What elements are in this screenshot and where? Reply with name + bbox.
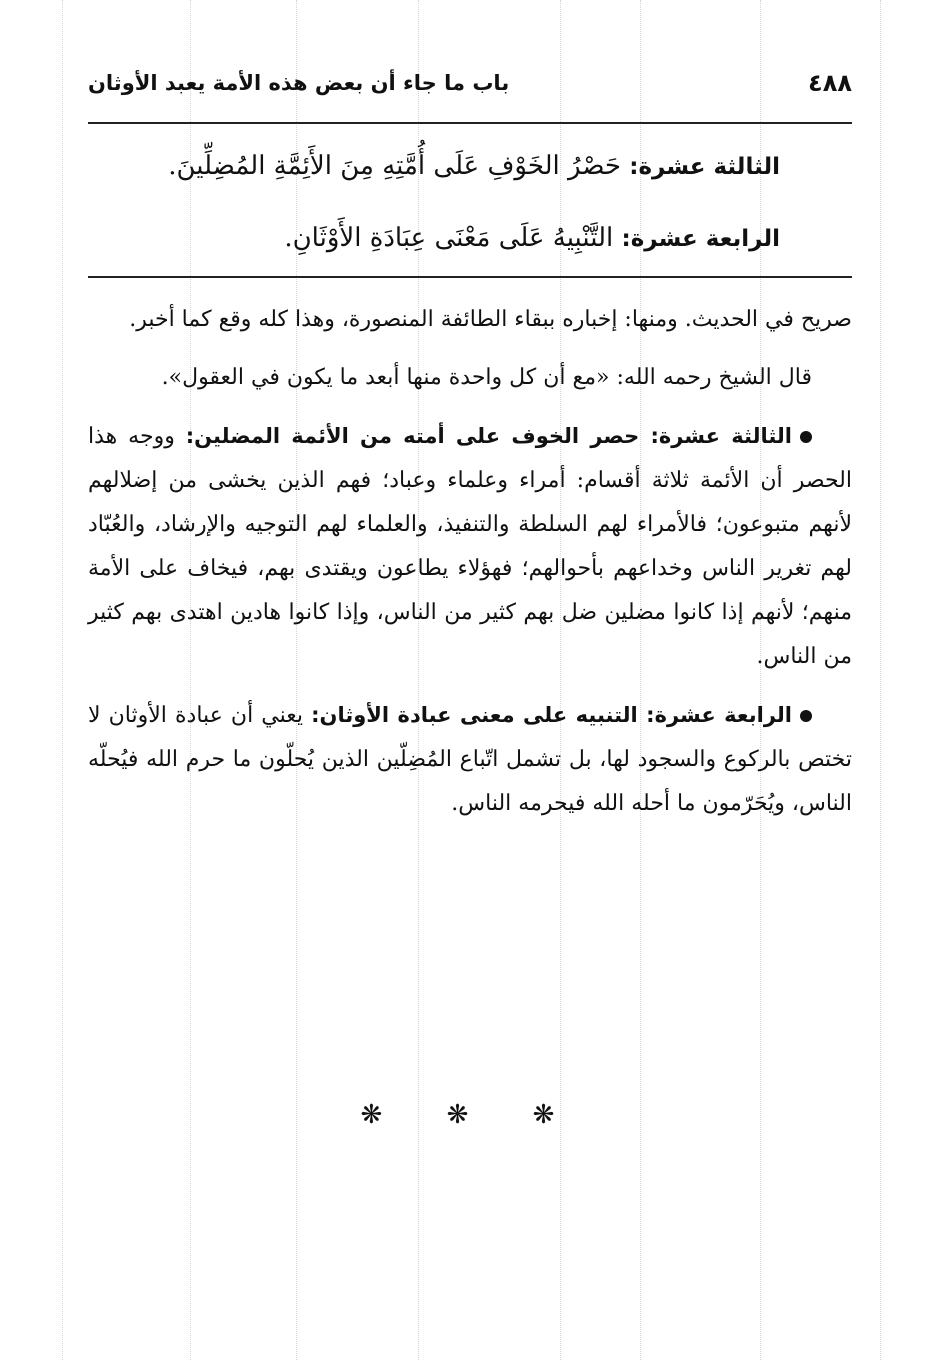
scan-line — [880, 0, 881, 1360]
paragraph-text: ووجه هذا الحصر أن الأئمة ثلاثة أقسام: أمراء وعلماء وعباد؛ فهم الذين يخشى من إضلالهم لأنهم متبوعون؛ فالأمراء لهم السلطة والتنفيذ، والعلماء لهم التوجيه والإرشاد، والعُبّاد لهم تغرير الناس وخداعهم بأحوالهم؛ فهؤلاء يطاعون ويقتدى بهم، فيخاف على الأمة منهم؛ لأنهم إذا كانوا مضلين ضل بهم كثير من الناس، وإذا كانوا هادين اهتدى بهم كثير من الناس. — [88, 424, 853, 669]
paragraph-heading: الثالثة عشرة: حصر الخوف على أمته من الأئمة المضلين: — [185, 424, 792, 448]
header-rule — [88, 122, 852, 124]
scan-line — [62, 0, 63, 1360]
matn-label: الثالثة عشرة: — [629, 154, 780, 180]
running-title: باب ما جاء أن بعض هذه الأمة يعبد الأوثان — [88, 71, 510, 95]
commentary-paragraph: قال الشيخ رحمه الله: «مع أن كل واحدة منها أبعد ما يكون في العقول». — [161, 365, 812, 390]
page-header — [88, 58, 852, 108]
bullet-icon — [800, 710, 812, 722]
section-rule — [88, 276, 852, 278]
matn-line — [110, 206, 780, 271]
commentary-paragraph — [88, 414, 852, 679]
page-number: ٤٨٨ — [808, 69, 852, 97]
bullet-icon — [800, 431, 812, 443]
paragraph-heading: الرابعة عشرة: التنبيه على معنى عبادة الأوثان: — [311, 703, 792, 727]
matn-text: حَصْرُ الخَوْفِ عَلَى أُمَّتِهِ مِنَ الأَئِمَّةِ المُضِلِّينَ. — [168, 151, 621, 181]
commentary-paragraph — [88, 693, 852, 826]
paragraph-text: يعني أن عبادة الأوثان لا تختص بالركوع والسجود لها، بل تشمل اتّباع المُضِلّين الذين يُحلّون ما حرم الله فيُحلّه الناس، ويُحَرّمون ما أحله الله فيحرمه الناس. — [88, 703, 852, 816]
matn-text: التَّنْبِيهُ عَلَى مَعْنَى عِبَادَةِ الأَوْثَانِ. — [284, 223, 614, 253]
commentary-paragraph: صريح في الحديث. ومنها: إخباره ببقاء الطائفة المنصورة، وهذا كله وقع كما أخبر. — [129, 307, 852, 332]
matn-label: الرابعة عشرة: — [621, 226, 780, 252]
matn-line — [110, 134, 780, 199]
section-end-ornament: ❋ ❋ ❋ — [360, 1100, 583, 1130]
commentary — [88, 298, 852, 840]
